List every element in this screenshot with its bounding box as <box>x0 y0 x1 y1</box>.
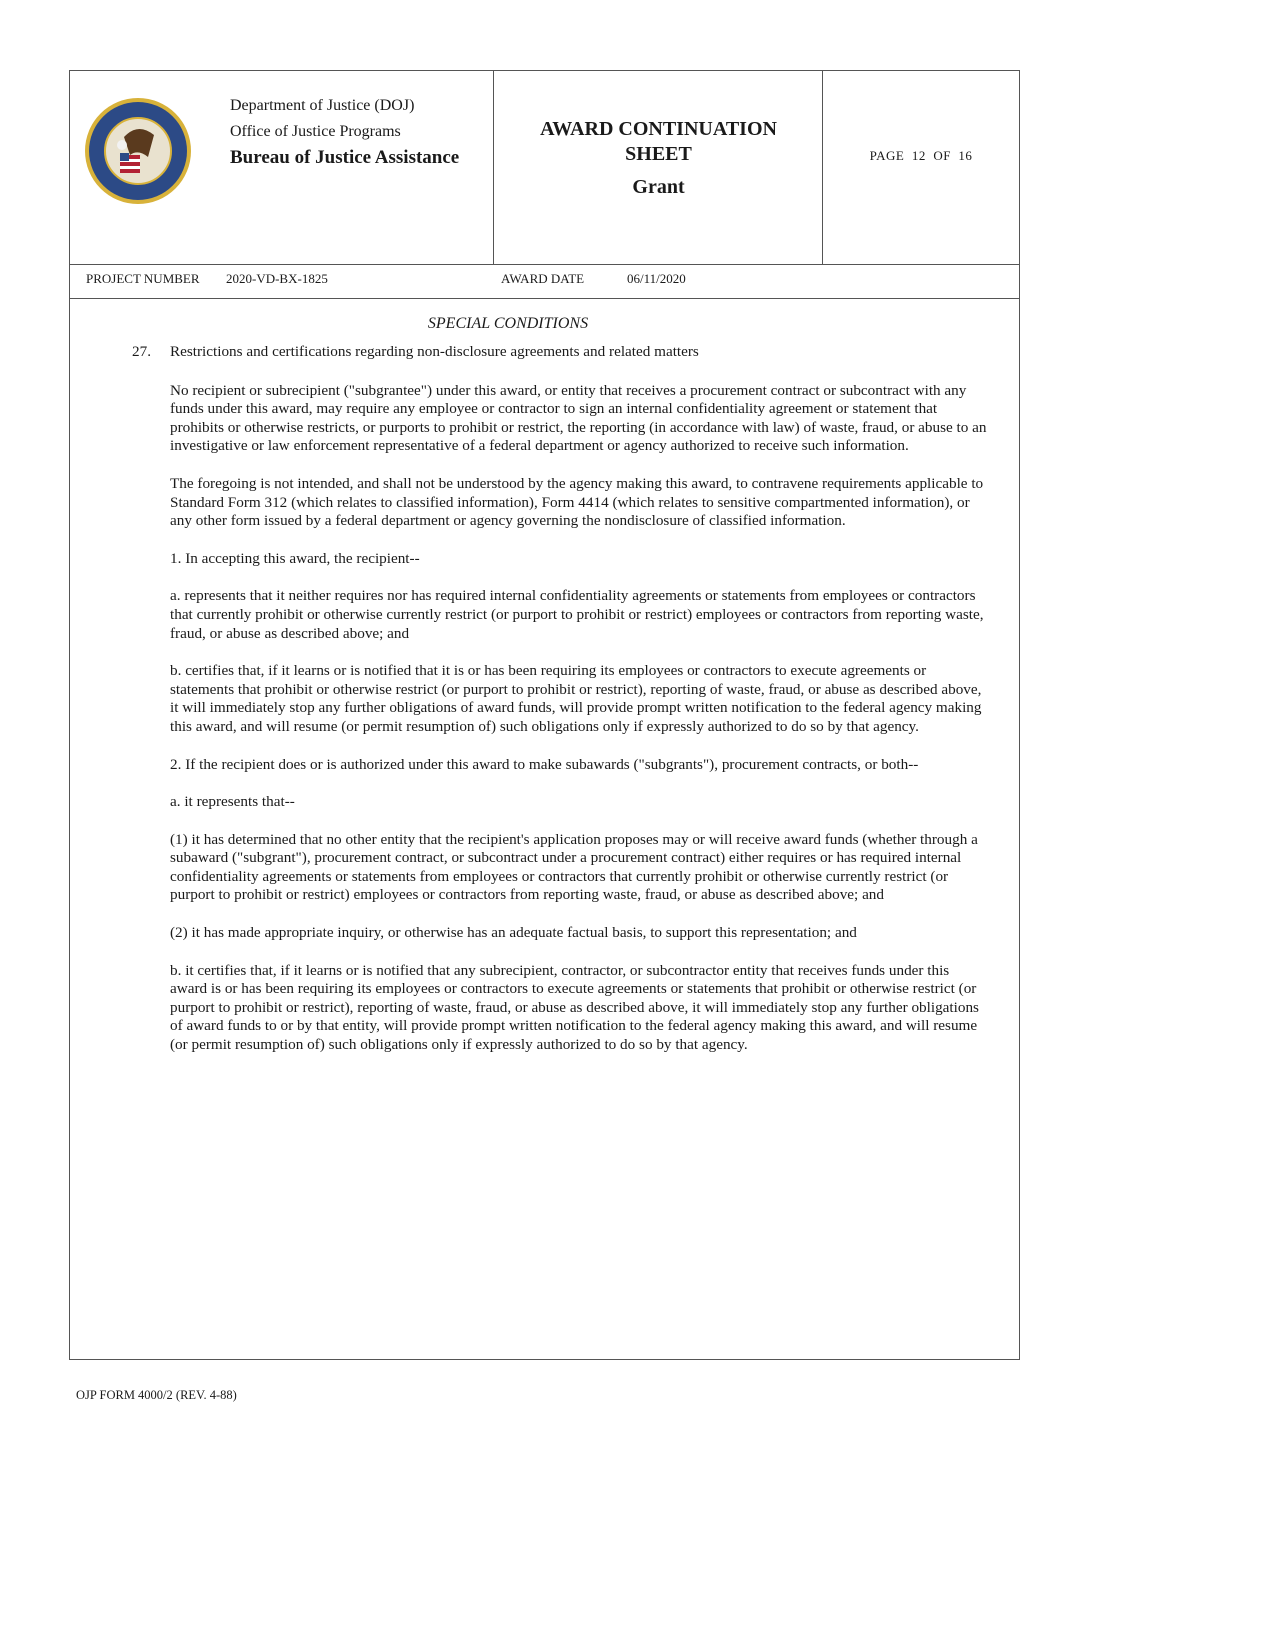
paragraph: 2. If the recipient does or is authorized under this award to make subawards ("subgrants"), procurement contracts, or both-- <box>170 755 919 773</box>
form-frame <box>69 70 1020 1360</box>
agency-block <box>230 93 459 171</box>
page-number: PAGE 12 OF 16 <box>869 148 973 163</box>
project-number: 2020-VD-BX-1825 <box>226 271 328 286</box>
condition-heading: Restrictions and certifications regarding non-disclosure agreements and related matters <box>170 343 699 360</box>
project-number-label: PROJECT NUMBER <box>86 271 200 286</box>
agency-office: Office of Justice Programs <box>230 123 401 140</box>
title-line: AWARD CONTINUATION <box>540 118 777 140</box>
paragraph: (1) it has determined that no other entity that the recipient's application proposes may or will receive award funds (whether through a subaward ("subgrant"), procurement contract, or subcontract under a procurement contract) either requires or has required internal confidentiality agreements or statements from employees or contractors that currently prohibit or otherwise currently restrict (or purport to prohibit or restrict) employees or contractors from reporting waste, fraud, or abuse as described above; and <box>170 830 978 904</box>
paragraph: The foregoing is not intended, and shall not be understood by the agency making this award, to contravene requirements applicable to Standard Form 312 (which relates to classified information), Form 4414 (which relates to sensitive compartmented information), or any other form issued by a federal department or agency governing the nondisclosure of classified information. <box>170 474 984 530</box>
form-title <box>494 117 823 200</box>
paragraph: b. it certifies that, if it learns or is notified that any subrecipient, contractor, or subcontractor entity that receives funds under this award is or has been requiring its employees or contractors to execute agreements or statements that prohibit or otherwise restrict (or purport to prohibit or restrict), reporting of waste, fraud, or abuse as described above, it will immediately stop any further obligations of award funds to or by that entity, will provide prompt written notification to the federal agency making this award, and will resume (or permit resumption of) such obligations only if expressly authorized to do so by that agency. <box>170 961 979 1054</box>
title-type: Grant <box>632 176 685 198</box>
form-footer: OJP FORM 4000/2 (REV. 4-88) <box>76 1388 237 1402</box>
agency-department: Department of Justice (DOJ) <box>230 97 415 114</box>
paragraph: No recipient or subrecipient ("subgrantee") under this award, or entity that receives a procurement contract or subcontract with any funds under this award, may require any employee or contractor to sign an internal confidentiality agreement or statement that prohibits or otherwise restricts, or purports to prohibit or restrict, the reporting (in accordance with law) of waste, fraud, or abuse to an investigative or law enforcement representative of a federal department or agency authorized to receive such information. <box>170 381 987 455</box>
paragraph: a. represents that it neither requires nor has required internal confidentiality agreements or statements from employees or contractors that currently prohibit or otherwise currently restrict (or purport to prohibit or restrict) employees or contractors from reporting waste, fraud, or abuse as described above; and <box>170 587 984 642</box>
paragraph: 1. In accepting this award, the recipient-- <box>170 549 420 567</box>
paragraph: (2) it has made appropriate inquiry, or otherwise has an adequate factual basis, to support this representation; and <box>170 924 857 942</box>
condition-body <box>170 343 990 1074</box>
award-date: 06/11/2020 <box>627 271 686 286</box>
form-header <box>70 71 1019 265</box>
doj-ojp-seal-logo <box>84 97 192 205</box>
section-title: SPECIAL CONDITIONS <box>427 315 589 332</box>
paragraph: b. certifies that, if it learns or is notified that it is or has been requiring its employees or contractors to execute agreements or statements that prohibit or otherwise restrict (or purport to prohibit or restrict), reporting of waste, fraud, or abuse as described above, it will immediately stop any further obligations of award funds, will provide prompt written notification to the federal agency making this award, and will resume (or permit resumption of) such obligations only if expressly authorized to do so by that agency. <box>170 662 982 735</box>
paragraph: a. it represents that-- <box>170 793 295 811</box>
project-row <box>70 264 1019 299</box>
award-date-label: AWARD DATE <box>501 271 585 286</box>
title-line: SHEET <box>625 143 692 165</box>
divider <box>822 71 823 264</box>
agency-bureau: Bureau of Justice Assistance <box>230 147 460 168</box>
condition-number: 27. <box>132 343 151 360</box>
